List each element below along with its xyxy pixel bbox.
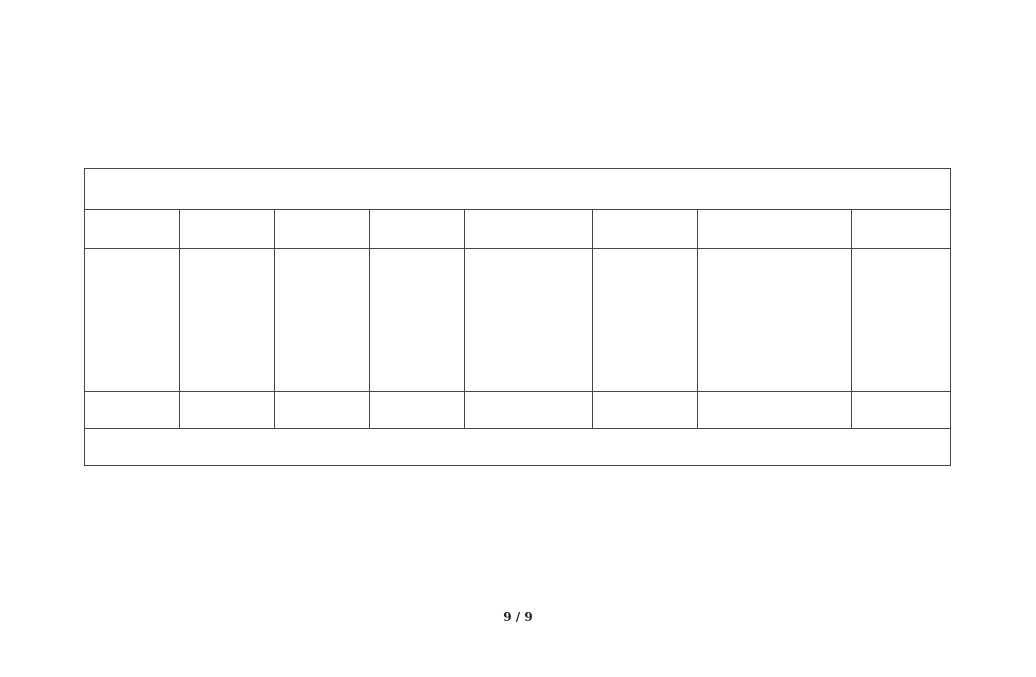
table-cell <box>593 249 698 392</box>
column-header <box>593 210 698 249</box>
blank-cell <box>698 392 852 429</box>
column-header <box>275 210 370 249</box>
column-header <box>85 210 180 249</box>
table-cell <box>85 249 180 392</box>
blank-cell <box>275 392 370 429</box>
table-caption <box>85 169 951 210</box>
column-header <box>852 210 951 249</box>
table-cell <box>370 249 465 392</box>
document-title <box>0 118 1036 156</box>
blank-cell <box>465 392 593 429</box>
table-cell <box>180 249 275 392</box>
table-row <box>85 249 951 392</box>
blank-cell <box>593 392 698 429</box>
blank-table-row <box>85 392 951 429</box>
table-cell <box>852 249 951 392</box>
table-notice <box>85 429 951 466</box>
table-cell <box>275 249 370 392</box>
table-header-row <box>85 210 951 249</box>
blank-cell <box>85 392 180 429</box>
page-number: 9 / 9 <box>503 610 533 624</box>
column-header <box>465 210 593 249</box>
blank-cell <box>370 392 465 429</box>
column-header <box>180 210 275 249</box>
table-cell <box>698 249 852 392</box>
contact-info-table <box>84 168 951 466</box>
column-header <box>698 210 852 249</box>
blank-cell <box>180 392 275 429</box>
table-cell <box>465 249 593 392</box>
column-header <box>370 210 465 249</box>
blank-cell <box>852 392 951 429</box>
